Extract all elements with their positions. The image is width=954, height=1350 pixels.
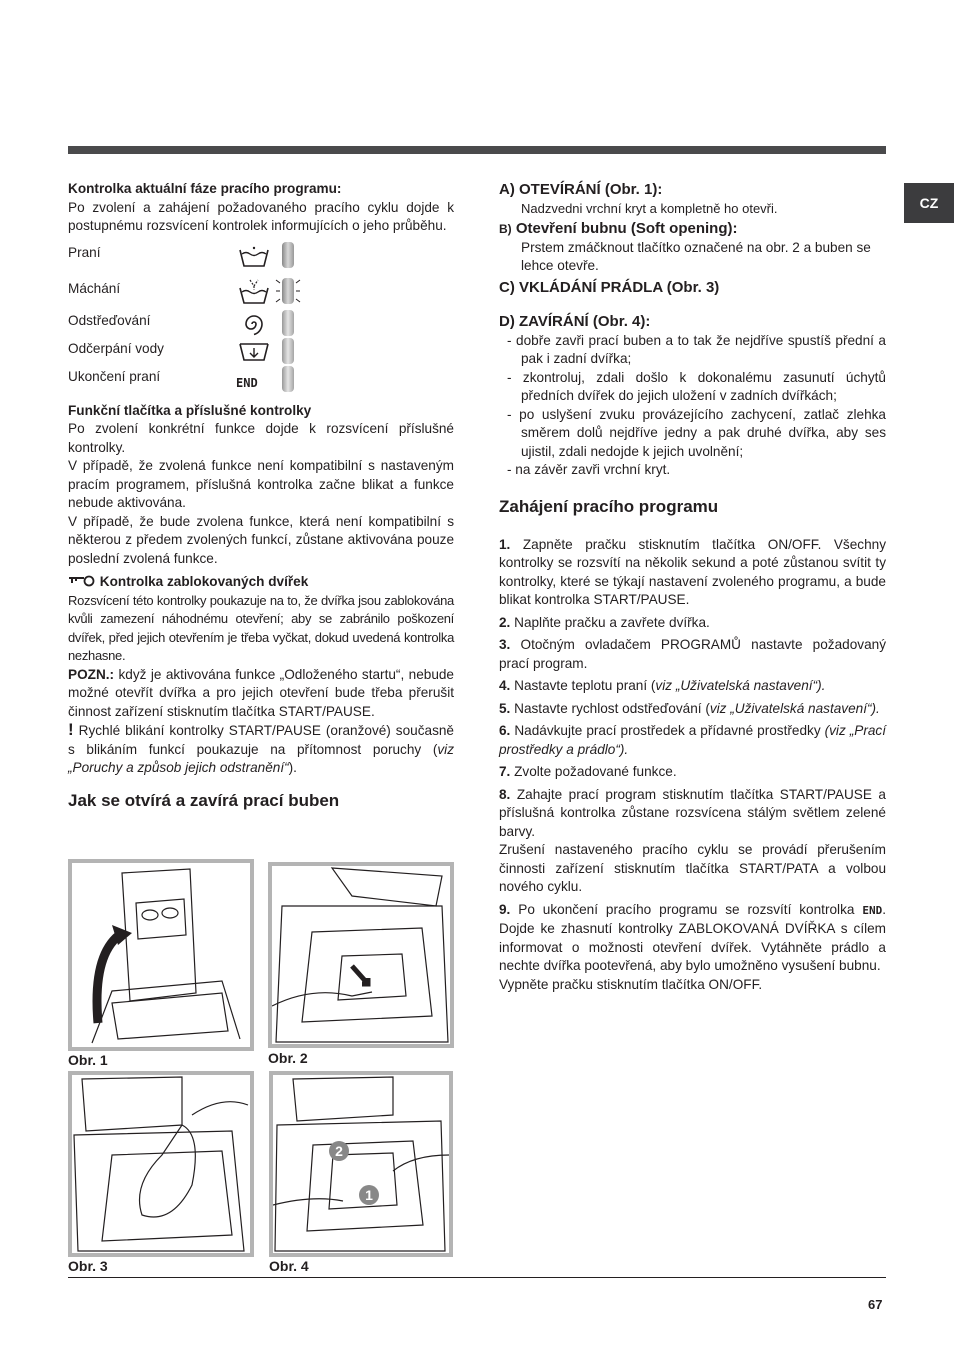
step-3 <box>499 636 886 673</box>
key-lock-icon <box>68 575 96 587</box>
step-number: 9. <box>499 901 511 917</box>
bottom-rule <box>68 1277 886 1278</box>
step-text: Zahajte prací program stisknutím tlačítka START/PAUSE a příslušná kontrolka zůstane rozsvícena stálým světlem zelené barvy. <box>499 786 886 839</box>
phase-label: Praní <box>68 244 101 260</box>
language-tab <box>904 183 954 223</box>
list-item: - na závěr zavři vrchní kryt. <box>507 462 671 477</box>
language-code: CZ <box>919 195 939 211</box>
step-1 <box>499 536 886 610</box>
phase-led <box>282 310 294 336</box>
section-b-prefix: B) <box>499 221 512 236</box>
step-number: 6. <box>499 723 511 738</box>
warning-text: Rychlé blikání kontrolky START/PAUSE (oranžové) současně s blikáním funkcí poukazuje na přítomnost poruchy ( <box>68 723 454 757</box>
final-text: Vypněte pračku stisknutím tlačítka ON/OFF. <box>499 976 763 992</box>
drum-heading: Jak se otvírá a zavírá prací buben <box>68 790 340 810</box>
phase-row-drain <box>68 338 454 368</box>
top-rule <box>68 146 886 154</box>
phase-row-wash <box>68 242 454 272</box>
step-text: Zapněte pračku stisknutím tlačítka ON/OFF. Všechny kontrolky se rozsvítí na několik sekund a poté zůstanou svítit ty kontrolky, které se týkají nastavení zvoleného programu, a bude blikat kontrolka START/PAUSE. <box>499 536 886 607</box>
phase-list <box>68 242 454 396</box>
step-6 <box>499 722 886 759</box>
step-text-cont: . Dojde ke zhasnutí kontrolky ZABLOKOVANÁ DVÍŘKA s cílem informovat o možnosti otevření dvířek. Vytáhněte prádlo a nechte dvířka pootevřená, aby bylo umožněno vysušení bubnu. <box>499 901 886 973</box>
step-5 <box>499 700 886 719</box>
section-a-heading: A) OTEVÍRÁNÍ (Obr. 1): <box>499 181 663 198</box>
step-text: Nadávkujte prací prostředek a přídavné prostředky <box>510 723 825 738</box>
lock-heading-row <box>68 573 454 592</box>
figure-2 <box>268 862 454 1048</box>
phase-label: Ukončení praní <box>68 368 161 384</box>
phase-label: Odstřeďování <box>68 312 151 328</box>
step-number: 8. <box>499 786 511 802</box>
phase-led <box>282 366 294 392</box>
warning-end: ). <box>288 760 297 775</box>
step-text: Otočným ovladačem PROGRAMŮ nastavte požadovaný prací program. <box>499 637 886 671</box>
blink-rays-icon <box>274 274 302 308</box>
drain-icon <box>236 338 272 366</box>
step-ref: viz „Uživatelská nastavení“). <box>709 700 880 716</box>
note-label: POZN.: <box>68 666 115 682</box>
list-item: - po uslyšení zvuku provázejícího zachycení, zatlač zlehka směrem dolů nejdříve jedny a pak druhé dvířka, aby ses ujistil, zdali nedojde k jejich uvolnění; <box>507 406 886 459</box>
step-number: 2. <box>499 614 511 630</box>
note-paragraph <box>68 666 454 722</box>
step-9 <box>499 901 886 976</box>
list-item: - dobře zavři prací buben a to tak že nejdříve spustíš přední a pak i zadní dvířka; <box>507 332 886 366</box>
step-number: 4. <box>499 678 511 693</box>
figure-4-marker-1: 1 <box>365 1187 373 1203</box>
section-b-heading: Otevření bubnu (Soft opening): <box>511 219 738 237</box>
page-number: 67 <box>868 1297 883 1312</box>
warning-mark: ! <box>68 720 74 739</box>
start-heading: Zahájení pracího programu <box>499 496 719 516</box>
section-d-heading: D) ZAVÍRÁNÍ (Obr. 4): <box>499 312 651 330</box>
func-text-1: Po zvolení konkrétní funkce dojde k rozsvícení příslušné kontrolky. <box>68 421 454 455</box>
figure-4-caption: Obr. 4 <box>269 1258 309 1274</box>
step-number: 7. <box>499 764 511 779</box>
right-column <box>499 180 886 994</box>
step-ref: (viz „Prací prostředky a prádlo“). <box>499 723 886 757</box>
step-number: 3. <box>499 637 511 652</box>
cancel-text: Zrušení nastaveného pracího cyklu se provádí přerušením činnosti zařízení stisknutím tlačítka START/PATA a volbou nového cyklu. <box>499 842 886 894</box>
phase-label: Máchání <box>68 280 121 296</box>
figure-1 <box>68 859 254 1051</box>
figure-4-illustration <box>273 1075 449 1253</box>
step-text: Naplňte pračku a zavřete dvířka. <box>510 614 710 630</box>
func-text-2: V případě, že zvolená funkce není kompatibilní s nastaveným pracím programem, příslušná kontrolka začne blikat a funkce nebude aktivována. <box>68 458 454 510</box>
step-4 <box>499 677 886 696</box>
figure-2-caption: Obr. 2 <box>268 1050 308 1066</box>
wash-icon <box>236 242 272 270</box>
list-item: - zkontroluj, zdali došlo k dokonalému zasunutí úchytů předních dvířek do jejich uložení v zadních dvířkách; <box>507 369 886 403</box>
step-number: 1. <box>499 536 511 552</box>
func-heading: Funkční tlačítka a příslušné kontrolky <box>68 402 312 418</box>
section-d-list <box>499 332 886 480</box>
phase-row-spin <box>68 310 454 340</box>
figure-3-caption: Obr. 3 <box>68 1258 108 1274</box>
step-text: Po ukončení pracího programu se rozsvítí kontrolka <box>510 901 863 917</box>
phase-label: Odčerpání vody <box>68 340 164 356</box>
step-text: Nastavte rychlost odstřeďování ( <box>510 700 710 716</box>
section-b-text: Prstem zmáčknout tlačítko označené na obr. 2 a buben se lehce otevře. <box>521 239 871 273</box>
phase-text: Po zvolení a zahájení požadovaného pracího cyklu dojde k postupnému rozsvícení kontrolek informujících o jeho průběhu. <box>68 199 454 233</box>
step-7 <box>499 763 886 782</box>
step-ref: viz „Uživatelská nastavení“). <box>655 678 826 693</box>
phase-led <box>282 242 294 268</box>
phase-row-rinse <box>68 278 454 308</box>
steps-list <box>499 536 886 995</box>
figure-3-illustration <box>72 1075 250 1253</box>
section-b-heading-row <box>499 219 886 239</box>
figure-1-caption: Obr. 1 <box>68 1052 108 1068</box>
warning-paragraph <box>68 721 454 778</box>
step-8 <box>499 786 886 842</box>
step-2 <box>499 614 886 633</box>
figure-4-marker-2: 2 <box>335 1143 343 1159</box>
note-text: když je aktivována funkce „Odloženého startu“, nebude možné otevřít dvířka a pro jejich otevření bude třeba přerušit činnost zařízení stisknutím tlačítka START/PAUSE. <box>68 666 454 719</box>
end-icon: END <box>236 375 258 390</box>
left-column <box>68 180 454 812</box>
step-text: Nastavte teplotu praní ( <box>510 678 656 693</box>
figure-2-illustration <box>272 866 450 1044</box>
figure-1-illustration <box>72 863 250 1047</box>
section-a-text: Nadzvedni vrchní kryt a kompletně ho otevři. <box>521 201 778 216</box>
section-c-heading: C) VKLÁDÁNÍ PRÁDLA (Obr. 3) <box>499 278 720 296</box>
step-text: Zvolte požadované funkce. <box>510 764 677 779</box>
lock-text: Rozsvícení této kontrolky poukazuje na to, že dvířka jsou zablokována kvůli zamezení náhodnému otevření; aby se zabránilo poškození dvířek, před jejich otevřením je třeba vyčkat, dokud uvedená kontrolka nezhasne. <box>68 592 454 663</box>
spin-icon <box>236 310 272 338</box>
phase-led <box>282 338 294 364</box>
step-number: 5. <box>499 700 511 716</box>
phase-heading: Kontrolka aktuální fáze pracího programu: <box>68 181 342 196</box>
figure-3 <box>68 1071 254 1257</box>
lock-heading: Kontrolka zablokovaných dvířek <box>99 574 309 589</box>
figure-4 <box>269 1071 453 1257</box>
func-text-3: V případě, že bude zvolena funkce, která není kompatibilní s některou z předem zvolených funkcí, zůstane aktivována pouze poslední zvolená funkce. <box>68 513 454 566</box>
rinse-icon <box>236 278 272 306</box>
phase-row-end <box>68 366 454 396</box>
end-icon: END <box>862 903 883 917</box>
warning-ref: viz „Poruchy a způsob jejich odstranění“ <box>68 741 454 775</box>
